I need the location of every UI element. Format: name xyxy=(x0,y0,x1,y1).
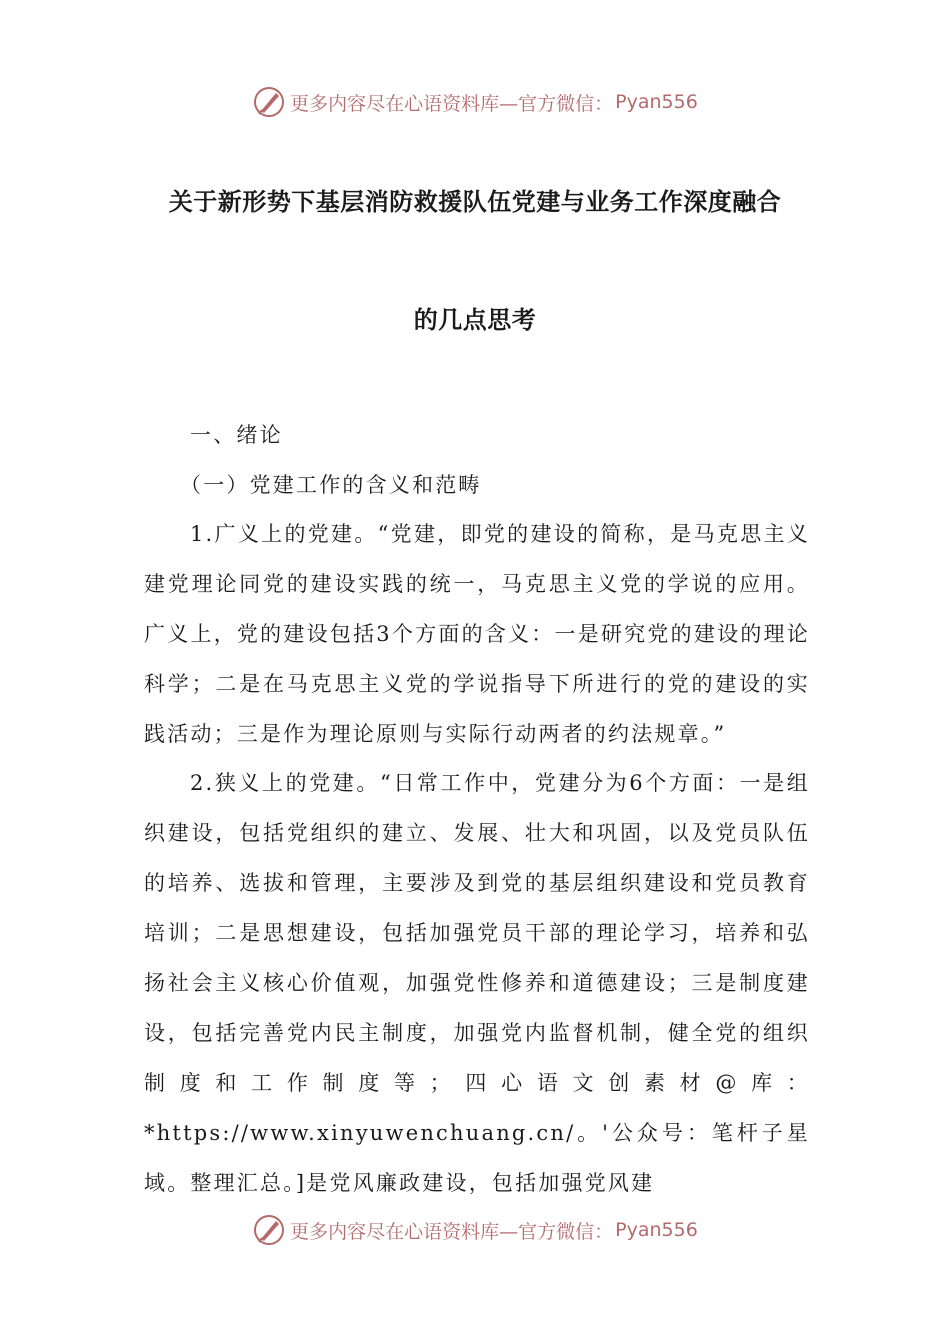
watermark-wechat-id: Pyan556 xyxy=(615,1219,698,1241)
body-paragraph-1: 1.广义上的党建。“党建，即党的建设的简称，是马克思主义建党理论同党的建设实践的统一，马克思主义党的学说的应用。广义上，党的建设包括3个方面的含义：一是研究党的建设的理论科学；二是在马克思主义党的学说指导下所进行的党的建设的实践活动；三是作为理论原则与实际行动两者的约法规章。” xyxy=(144,522,810,746)
quill-logo-icon xyxy=(252,1213,286,1247)
watermark-wechat-id: Pyan556 xyxy=(615,91,698,113)
document-title-line1: 关于新形势下基层消防救援队伍党建与业务工作深度融合 xyxy=(168,187,782,216)
subsection-heading: （一）党建工作的含义和范畴 xyxy=(180,473,482,497)
body-paragraph-2: 2.狭义上的党建。“日常工作中，党建分为6个方面：一是组织建设，包括党组织的建立、发展、壮大和巩固，以及党员队伍的培养、选拔和管理，主要涉及到党的基层组织建设和党员教育培训；二是思想建设，包括加强党员干部的理论学习，培养和弘扬社会主义核心价值观，加强党性修养和道德建设；三是制度建设，包括完善党内民主制度，加强党内监督机制，健全党的组织制度和工作制度等；四心语文创素材@库：*https://www.xinyuwenchuang.cn/。'公众号：笔杆子星域。整理汇总。]是党风廉政建设，包括加强党风建 xyxy=(144,771,810,1195)
watermark-text: 更多内容尽在心语资料库—官方微信： xyxy=(290,1220,614,1243)
section-heading: 一、绪论 xyxy=(190,423,283,447)
watermark-banner-bottom xyxy=(0,1208,950,1252)
watermark-text: 更多内容尽在心语资料库—官方微信： xyxy=(290,92,614,115)
watermark-banner-top xyxy=(0,80,950,124)
quill-logo-icon xyxy=(252,85,286,119)
document-title-line2: 的几点思考 xyxy=(413,305,537,334)
